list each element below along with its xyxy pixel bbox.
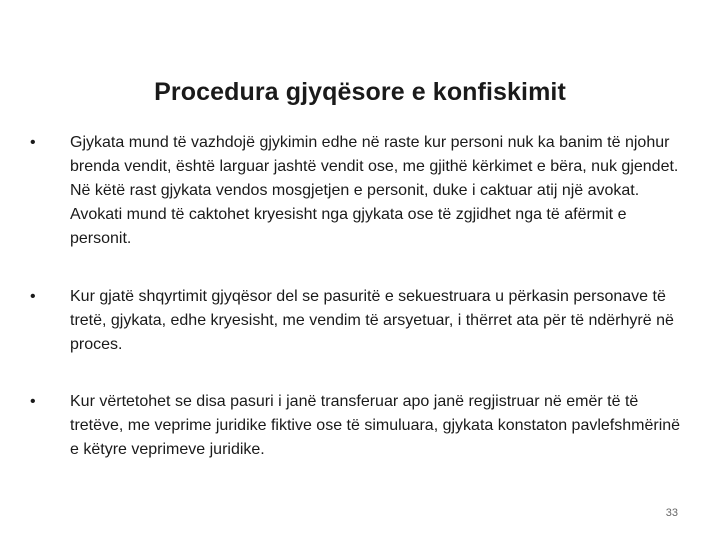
bullet-marker: • [30,393,36,410]
slide-title: Procedura gjyqësore e konfiskimit [154,78,566,106]
bullet-marker: • [30,134,36,151]
bullet-text: Kur vërtetohet se disa pasuri i janë transferuar apo janë regjistruar në emër të të tretëve, me veprime juridike fiktive ose të simuluara, gjykata konstaton pavlefshmërinë e këtyre veprimeve juridike. [70,393,681,458]
bullet-marker: • [30,288,36,305]
page-number: 33 [665,507,678,519]
bullet-text: Gjykata mund të vazhdojë gjykimin edhe në raste kur personi nuk ka banim të njohur brenda vendit, është larguar jashtë vendit ose, me gjithë kërkimet e bëra, nuk gjendet. Në këtë rast gjykata vendos mosgjetjen e personit, duke i caktuar atij një avokat. Avokati mund të caktohet kryesisht nga gjykata ose të zgjidhet nga të afërmit e personit. [70,134,679,247]
bullet-text: Kur gjatë shqyrtimit gjyqësor del se pasuritë e sekuestruara u përkasin personave të tretë, gjykata, edhe kryesisht, me vendim të arsyetuar, i thërret ata për të ndërhyrë në proces. [70,288,674,353]
